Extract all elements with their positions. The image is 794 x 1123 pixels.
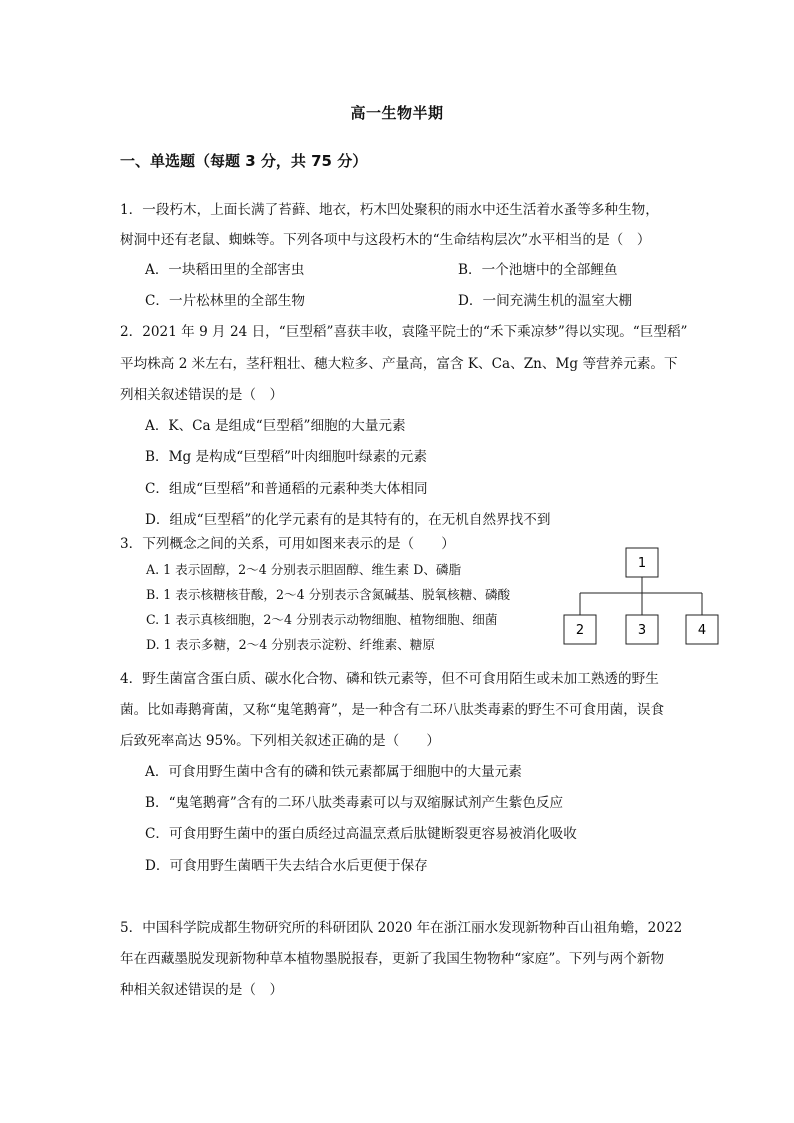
q1-stem-line1: 1．一段朽木，上面长满了苔藓、地衣，朽木凹处聚积的雨水中还生活着水蚤等多种生物， [120,202,659,218]
q4-stem-line3: 后致死率高达 95%。下列相关叙述正确的是（ ） [120,733,441,749]
q2-option-d: D．组成“巨型稻”的化学元素有的是其特有的，在无机自然界找不到 [145,512,551,528]
q5-stem-line3: 种相关叙述错误的是（ ） [120,982,284,998]
q1-option-a: A．一块稻田里的全部害虫 [145,262,305,278]
q3-option-b: B. 1 表示核糖核苷酸，2～4 分别表示含氮碱基、脱氧核糖、磷酸 [146,587,511,602]
q4-option-d: D．可食用野生菌晒干失去结合水后更便于保存 [145,858,428,874]
q1-option-d: D．一间充满生机的温室大棚 [458,293,633,309]
q1-option-b: B．一个池塘中的全部鲤鱼 [458,262,618,278]
q3-option-c: C. 1 表示真核细胞，2～4 分别表示动物细胞、植物细胞、细菌 [146,612,498,627]
concept-diagram [560,545,725,650]
diagram-label-1: 1 [637,556,647,571]
q2-option-b: B．Mg 是构成“巨型稻”叶肉细胞叶绿素的元素 [145,449,427,465]
q2-stem-line1: 2．2021 年 9 月 24 日，“巨型稻”喜获丰收，袁隆平院士的“禾下乘凉梦”得以实现。“巨型稻” [120,324,688,340]
q2-stem-line2: 平均株高 2 米左右，茎秆粗壮、穗大粒多、产量高，富含 K、Ca、Zn、Mg 等营养元素。下 [120,356,678,372]
q2-option-a: A．K、Ca 是组成“巨型稻”细胞的大量元素 [145,418,406,434]
q4-option-b: B．“鬼笔鹅膏”含有的二环八肽类毒素可以与双缩脲试剂产生紫色反应 [145,795,564,811]
q1-stem-line2: 树洞中还有老鼠、蜘蛛等。下列各项中与这段朽木的“生命结构层次”水平相当的是（ ） [120,232,651,248]
q3-stem: 3．下列概念之间的关系，可用如图来表示的是（ ） [120,536,455,552]
q3-option-d: D. 1 表示多糖，2～4 分别表示淀粉、纤维素、糖原 [146,637,435,652]
q4-stem-line1: 4．野生菌富含蛋白质、碳水化合物、磷和铁元素等，但不可食用陌生或未加工熟透的野生 [120,671,659,687]
q3-option-a: A. 1 表示固醇，2～4 分别表示胆固醇、维生素 D、磷脂 [146,562,462,577]
q4-option-a: A．可食用野生菌中含有的磷和铁元素都属于细胞中的大量元素 [145,764,522,780]
q4-option-c: C．可食用野生菌中的蛋白质经过高温烹煮后肽键断裂更容易被消化吸收 [145,826,577,842]
diagram-label-4: 4 [697,623,707,638]
diagram-label-3: 3 [637,623,647,638]
q1-option-c: C．一片松林里的全部生物 [145,293,305,309]
section-heading: 一、单选题（每题 3 分，共 75 分） [120,152,368,170]
page-title: 高一生物半期 [350,104,444,122]
diagram-label-2: 2 [575,623,585,638]
q2-stem-line3: 列相关叙述错误的是（ ） [120,387,284,403]
q5-stem-line2: 年在西藏墨脱发现新物种草本植物墨脱报春，更新了我国生物物种“家庭”。下列与两个新物 [120,951,665,967]
q5-stem-line1: 5．中国科学院成都生物研究所的科研团队 2020 年在浙江丽水发现新物种百山祖角蟾，2022 [120,920,683,936]
q4-stem-line2: 菌。比如毒鹅膏菌，又称“鬼笔鹅膏”，是一种含有二环八肽类毒素的野生不可食用菌，误食 [120,702,665,718]
q2-option-c: C．组成“巨型稻”和普通稻的元素种类大体相同 [145,481,428,497]
